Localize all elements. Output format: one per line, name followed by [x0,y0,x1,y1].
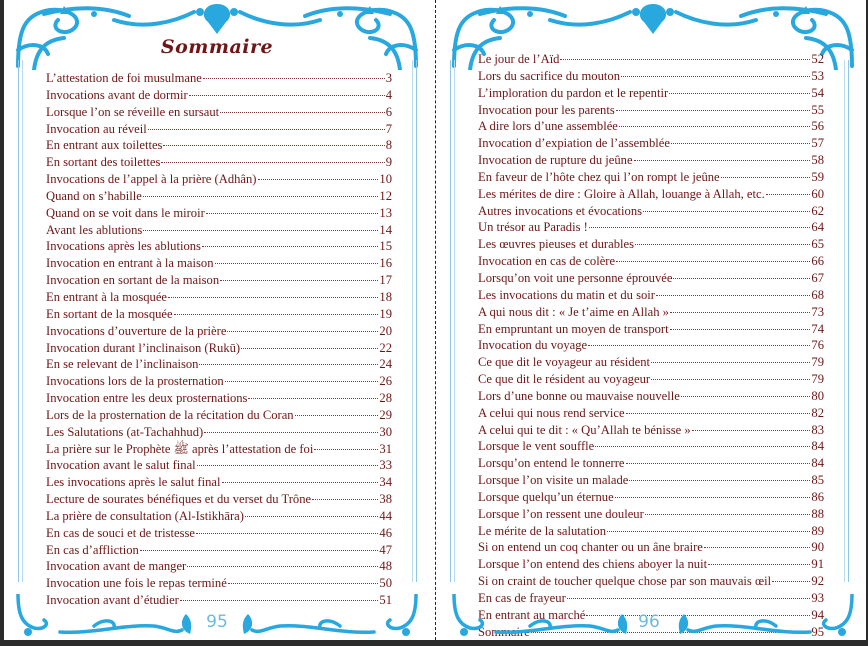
leader-dots [312,499,378,500]
leader-dots [708,564,810,565]
toc-entry-page: 19 [379,306,392,321]
toc-entry[interactable] [478,236,824,253]
leader-dots [163,145,384,146]
toc-entry-label: L’attestation de foi musulmane [46,71,202,85]
leader-dots [220,280,378,281]
toc-entry[interactable] [478,489,824,506]
toc-entry[interactable] [46,323,392,340]
leader-dots [199,364,378,365]
toc-entry-label: En se relevant de l’inclinaison [46,357,199,372]
toc-entry-label: Lorsque l’on entend des chiens aboyer la nuit [478,557,708,572]
toc-entry-label: Lorsque l’on se réveille en sursaut [46,104,220,119]
toc-entry[interactable] [46,306,392,323]
toc-entry-label: Lorsqu’on voit une personne éprouvée [478,270,673,285]
toc-entry-page: 93 [811,591,824,605]
toc-entry-page: 29 [379,407,392,422]
toc-entry-page: 20 [379,323,392,338]
toc-entry-label: En sortant de la mosquée [46,306,173,321]
toc-entry-page: 76 [811,338,824,353]
toc-entry-page: 59 [811,169,824,184]
toc-entry-page: 50 [379,576,392,591]
toc-entry[interactable] [46,356,392,373]
toc-entry-label: Lorsqu’on entend le tonnerre [478,456,625,471]
frame-outer-right [848,60,849,582]
toc-entry-label: La prière sur le Prophète ﷺ après l’attestation de foi [46,441,314,456]
leader-dots [692,430,811,431]
frame-inner-left [454,60,455,582]
toc-entry[interactable] [478,102,824,119]
toc-entry[interactable] [478,573,824,590]
leader-dots [222,482,379,483]
toc-entry-label: L’imploration du pardon et le repentir [478,85,669,100]
toc-entry-label: Ce que dit le voyageur au résident [478,355,651,370]
toc-entry[interactable] [478,118,824,135]
leader-dots [673,278,810,279]
toc-entry[interactable] [46,205,392,222]
toc-entry-label: La prière de consultation (Al-Istikhāra) [46,508,244,523]
toc-entry[interactable] [46,87,392,104]
toc-entry-label: Quand on s’habille [46,188,142,203]
toc-entry[interactable] [46,121,392,138]
toc-entry[interactable] [478,169,824,186]
leader-dots [626,413,811,414]
leader-dots [187,566,378,567]
toc-entry-page: 55 [811,102,824,117]
toc-entry-page: 12 [379,188,392,203]
toc-entry-label: Invocations avant de dormir [46,87,188,102]
leader-dots [140,550,379,551]
leader-dots [681,396,811,397]
toc-entry-label: Lorsque quelqu’un éternue [478,489,614,504]
toc-entry-page: 16 [379,256,392,271]
toc-entry-label: A qui nous dit : « Je t’aime en Allah » [478,304,669,319]
toc-entry-page: 89 [811,523,824,538]
leader-dots [670,329,811,330]
toc-entry-label: En cas de souci et de tristesse [46,525,195,540]
toc-entry-page: 58 [811,153,824,168]
toc-entry[interactable] [46,272,392,289]
leader-dots [202,246,378,247]
leader-dots [616,261,810,262]
toc-entry-label: Invocations d’ouverture de la prière [46,323,227,338]
toc-entry[interactable] [46,188,392,205]
leader-dots [671,143,810,144]
toc-entry-label: Invocation pour les parents [478,102,615,117]
leader-dots [704,547,811,548]
toc-entry[interactable] [46,474,392,491]
toc-entry-page: 62 [811,203,824,218]
toc-entry-page: 14 [379,222,392,237]
top-ornament-icon [4,0,430,70]
toc-entry[interactable] [478,253,824,270]
toc-title: Sommaire [160,36,274,58]
right-page [440,0,866,640]
toc-entry-page: 56 [811,119,824,134]
frame-outer-right [416,60,417,582]
toc-entry-label: Les invocations après le salut final [46,475,221,490]
toc-entry-label: Le jour de l’Aïd [478,52,560,66]
toc-entry-page: 44 [379,508,392,523]
toc-entry-page: 3 [385,71,392,85]
toc-entry-page: 53 [811,68,824,83]
toc-entry-page: 15 [379,239,392,254]
toc-entry-page: 6 [385,104,392,119]
toc-entry[interactable] [46,255,392,272]
book-spread [4,0,866,640]
toc-entry-label: En sortant des toilettes [46,155,161,170]
leader-dots [295,415,379,416]
toc-entry-label: Invocation une fois le repas terminé [46,576,227,591]
toc-entry-label: Invocation entre les deux prosternations [46,391,248,406]
toc-entry-label: En cas d’affliction [46,542,139,557]
toc-entry[interactable] [46,441,392,458]
toc-entry-page: 91 [811,557,824,572]
toc-entry-label: Un trésor au Paradis ! [478,220,588,235]
toc-entry[interactable] [478,152,824,169]
toc-entry-page: 90 [811,540,824,555]
toc-entry-page: 83 [811,422,824,437]
leader-dots [203,78,385,79]
toc-entry-label: Invocation en sortant de la maison [46,273,220,288]
toc-entry-page: 51 [379,593,392,608]
toc-entry-label: Invocations après les ablutions [46,239,201,254]
toc-entry-page: 30 [379,424,392,439]
toc-entry-page: 13 [379,205,392,220]
leader-dots [227,331,378,332]
leader-dots [143,230,378,231]
toc-entry-page: 73 [811,304,824,319]
toc-entry[interactable] [478,405,824,422]
toc-entry-page: 4 [385,87,392,102]
toc-entry-page: 60 [811,186,824,201]
toc-entry[interactable] [46,340,392,357]
leader-dots [634,160,811,161]
toc-entry-label: Invocation en entrant à la maison [46,256,214,271]
leader-dots [215,263,379,264]
toc-entry-page: 82 [811,405,824,420]
toc-entry-label: Invocation au réveil [46,121,147,136]
toc-entry[interactable] [478,438,824,455]
toc-entry[interactable] [46,457,392,474]
toc-entry-label: A celui qui nous rend service [478,405,625,420]
toc-entry-label: A dire lors d’une assemblée [478,119,618,134]
toc-entry[interactable] [46,407,392,424]
toc-list-right [478,51,824,641]
toc-entry-page: 28 [379,391,392,406]
leader-dots [189,95,385,96]
toc-entry[interactable] [478,219,824,236]
toc-entry-page: 54 [811,85,824,100]
toc-entry[interactable] [478,523,824,540]
toc-entry-label: A celui qui te dit : « Qu’Allah te bénisse » [478,422,691,437]
toc-entry[interactable] [478,203,824,220]
toc-entry[interactable] [478,506,824,523]
leader-dots [669,93,810,94]
toc-entry-page: 84 [811,439,824,454]
toc-entry-page: 33 [379,458,392,473]
toc-entry-label: Invocation avant d’étudier [46,593,179,608]
leader-dots [225,381,379,382]
toc-entry[interactable] [478,337,824,354]
toc-entry[interactable] [478,422,824,439]
toc-entry[interactable] [478,85,824,102]
toc-entry-page: 80 [811,388,824,403]
leader-dots [220,112,385,113]
toc-entry-page: 7 [385,121,392,136]
leader-dots [161,162,384,163]
frame-outer-left [450,60,451,582]
toc-entry-page: 64 [811,220,824,235]
toc-entry-label: Lors d’une bonne ou mauvaise nouvelle [478,388,680,403]
leader-dots [148,129,385,130]
leader-dots [616,110,811,111]
leader-dots [204,432,378,433]
toc-entry[interactable] [478,455,824,472]
toc-entry-page: 88 [811,506,824,521]
leader-dots [626,463,811,464]
leader-dots [645,514,811,515]
toc-entry-label: Si on entend un coq chanter ou un âne braire [478,540,703,555]
toc-entry-label: En cas de frayeur [478,591,566,605]
toc-entry-page: 86 [811,489,824,504]
toc-entry[interactable] [478,186,824,203]
toc-entry[interactable] [478,68,824,85]
toc-entry[interactable] [46,424,392,441]
leader-dots [721,177,811,178]
toc-entry-page: 22 [379,340,392,355]
toc-entry-page: 46 [379,525,392,540]
toc-entry-page: 79 [811,372,824,387]
leader-dots [174,314,379,315]
toc-entry-label: En faveur de l’hôte chez qui l’on rompt le jeûne [478,169,720,184]
toc-entry[interactable] [46,289,392,306]
toc-entry-label: Les œuvres pieuses et durables [478,237,634,252]
toc-entry-label: En empruntant un moyen de transport [478,321,669,336]
toc-entry[interactable] [46,171,392,188]
toc-entry-page: 34 [379,475,392,490]
toc-entry[interactable] [478,556,824,573]
toc-entry-label: En entrant aux toilettes [46,138,163,153]
leader-dots [248,398,378,399]
toc-entry-page: 8 [385,138,392,153]
toc-entry[interactable] [46,222,392,239]
leader-dots [615,497,811,498]
toc-entry[interactable] [46,525,392,542]
toc-entry-page: 85 [811,473,824,488]
leader-dots [228,583,379,584]
leader-dots [588,345,810,346]
toc-entry[interactable] [46,137,392,154]
page-divider [435,0,436,640]
toc-list-left [46,70,392,609]
leader-dots [241,348,378,349]
toc-entry[interactable] [46,491,392,508]
leader-dots [607,531,810,532]
page-number-right: 96 [638,612,660,632]
toc-entry-page: 26 [379,374,392,389]
toc-entry-label: Quand on se voit dans le miroir [46,205,205,220]
toc-entry[interactable] [46,104,392,121]
leader-dots [589,227,811,228]
toc-entry-page: 95 [811,624,824,639]
toc-entry-label: Les invocations du matin et du soir [478,287,655,302]
toc-entry-label: Lecture de sourates bénéfiques et du verset du Trône [46,492,312,507]
toc-entry-label: Lorsque l’on ressent une douleur [478,506,644,521]
toc-entry-label: Invocation d’expiation de l’assemblée [478,136,670,151]
toc-entry[interactable] [478,270,824,287]
leader-dots [670,312,810,313]
toc-entry[interactable] [46,542,392,559]
leader-dots [560,59,810,60]
toc-entry-label: Lors du sacrifice du mouton [478,68,620,83]
toc-entry[interactable] [478,287,824,304]
frame-inner-right [844,60,845,582]
toc-entry[interactable] [478,354,824,371]
toc-entry-label: En entrant au marché [478,607,586,622]
toc-entry-label: Sommaire [478,624,530,639]
leader-dots [772,581,810,582]
toc-entry[interactable] [46,238,392,255]
toc-entry-label: Le mérite de la salutation [478,523,606,538]
toc-entry-page: 68 [811,287,824,302]
leader-dots [651,362,810,363]
frame-inner-left [22,60,23,582]
toc-entry-label: Lors de la prosternation de la récitation du Coran [46,407,294,422]
leader-dots [168,297,378,298]
toc-entry[interactable] [46,508,392,525]
leader-dots [651,379,810,380]
leader-dots [619,126,811,127]
leader-dots [643,211,810,212]
leader-dots [656,295,810,296]
toc-entry-page: 47 [379,542,392,557]
toc-entry-page: 79 [811,355,824,370]
toc-entry-label: Ce que dit le résident au voyageur [478,372,651,387]
toc-entry[interactable] [478,539,824,556]
toc-entry[interactable] [478,304,824,321]
leader-dots [206,213,379,214]
toc-entry-page: 10 [379,172,392,187]
toc-entry-label: Invocation avant le salut final [46,458,196,473]
toc-entry-label: Invocation durant l’inclinaison (Rukū) [46,340,241,355]
leader-dots [245,516,378,517]
toc-entry[interactable] [478,472,824,489]
leader-dots [258,179,379,180]
toc-entry-page: 67 [811,270,824,285]
toc-entry-label: Lorsque le vent souffle [478,439,595,454]
toc-entry[interactable] [478,388,824,405]
toc-entry[interactable] [46,558,392,575]
page-number-left: 95 [206,612,228,632]
toc-entry-page: 52 [811,52,824,66]
toc-entry-label: Invocations lors de la prosternation [46,374,224,389]
toc-entry-label: Invocation en cas de colère [478,254,616,269]
toc-entry-page: 31 [379,441,392,456]
leader-dots [197,465,379,466]
toc-entry-page: 9 [385,155,392,170]
toc-entry-page: 66 [811,254,824,269]
leader-dots [629,480,810,481]
leader-dots [143,196,379,197]
toc-entry-page: 17 [379,273,392,288]
toc-entry-page: 38 [379,492,392,507]
toc-entry-label: Invocation du voyage [478,338,588,353]
leader-dots [196,533,378,534]
toc-entry-label: Les Salutations (at-Tachahhud) [46,424,204,439]
frame-outer-left [18,60,19,582]
toc-entry-page: 94 [811,607,824,622]
toc-entry[interactable] [46,373,392,390]
toc-entry-page: 48 [379,559,392,574]
toc-entry-label: En entrant à la mosquée [46,289,167,304]
leader-dots [635,244,810,245]
toc-entry-label: Si on craint de toucher quelque chose par son mauvais œil [478,574,772,589]
toc-entry-page: 65 [811,237,824,252]
toc-entry[interactable] [478,135,824,152]
toc-entry-label: Lorsque l’on visite un malade [478,473,629,488]
toc-entry-page: 24 [379,357,392,372]
toc-entry[interactable] [46,575,392,592]
toc-entry-label: Invocation de rupture du jeûne [478,153,633,168]
toc-entry[interactable] [46,154,392,171]
toc-entry-label: Invocation avant de manger [46,559,187,574]
toc-entry[interactable] [478,321,824,338]
toc-entry-page: 18 [379,289,392,304]
leader-dots [595,446,810,447]
leader-dots [314,449,378,450]
toc-entry-page: 92 [811,574,824,589]
toc-entry-label: Avant les ablutions [46,222,143,237]
toc-entry-label: Invocations de l’appel à la prière (Adhân) [46,172,257,187]
toc-entry-page: 84 [811,456,824,471]
left-page [4,0,430,640]
toc-entry-page: 74 [811,321,824,336]
leader-dots [621,76,810,77]
toc-entry-label: Autres invocations et évocations [478,203,643,218]
frame-inner-right [412,60,413,582]
toc-entry-page: 57 [811,136,824,151]
toc-entry[interactable] [478,51,824,68]
leader-dots [766,194,811,195]
toc-entry[interactable] [46,70,392,87]
toc-entry-label: Les mérites de dire : Gloire à Allah, louange à Allah, etc. [478,186,765,201]
toc-entry[interactable] [46,390,392,407]
toc-entry[interactable] [478,371,824,388]
